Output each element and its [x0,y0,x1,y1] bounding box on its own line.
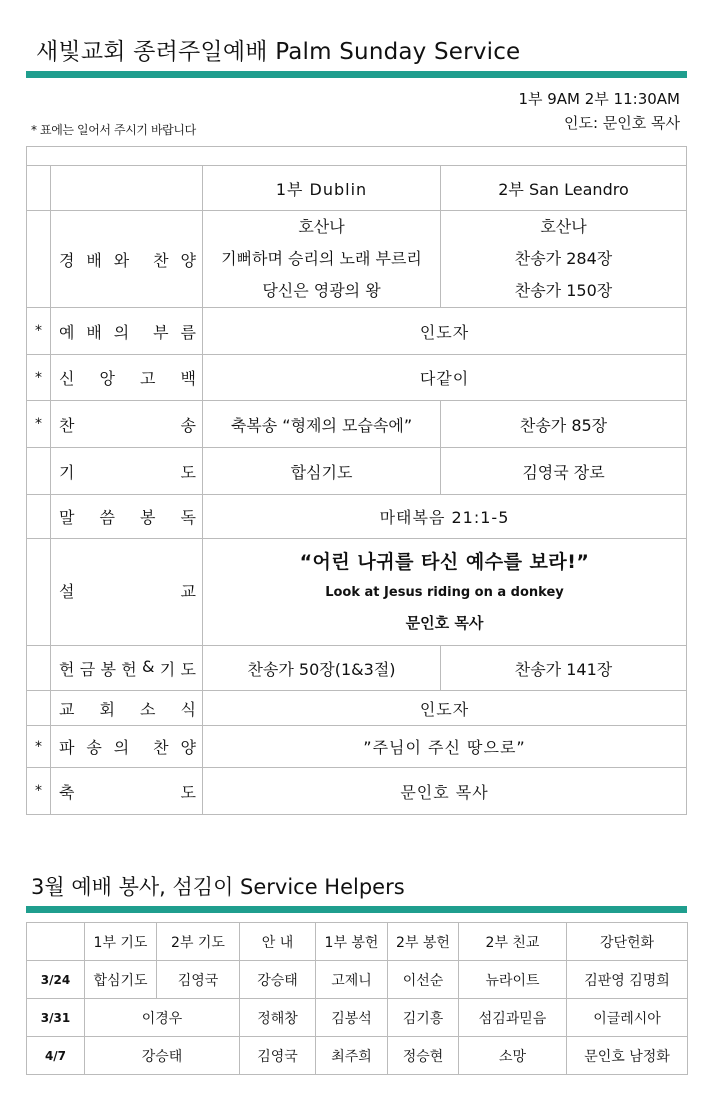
item-label: 설 교 [51,539,203,646]
header-cell: 1부 봉헌 [316,923,388,961]
row-offering-prayer [27,646,687,691]
helpers-title: 3월 예배 봉사, 섬김이 Service Helpers [31,875,405,899]
item-label: 예 배 의 부 름 [51,308,203,355]
sermon-title: “어린 나귀를 타신 예수를 보라!” [299,551,590,573]
sermon-preacher: 문인호 목사 [405,614,484,632]
item-value: 문인호 목사 [203,768,687,815]
cell: 김기흥 [388,999,459,1037]
cell: 이경우 [85,999,240,1037]
header-cell: 2부 기도 [157,923,240,961]
cell: 최주희 [316,1037,388,1075]
dublin-value: 찬송가 50장(1&3절) [203,646,441,691]
stand-marker [27,495,51,539]
stand-marker: * [27,726,51,768]
stand-marker [27,448,51,495]
table-row [27,961,688,999]
cell: 뉴라이트 [459,961,567,999]
cell: 강승태 [240,961,316,999]
cell: 이선순 [388,961,459,999]
stand-marker: * [27,768,51,815]
item-value: 인도자 [203,691,687,726]
service-info [518,87,680,135]
date-cell: 3/24 [27,961,85,999]
order-of-worship-table [26,146,687,815]
bulletin-title: 새빛교회 종려주일예배 Palm Sunday Service [36,39,521,65]
header-cell: 1부 기도 [85,923,157,961]
helpers-underline [26,906,687,913]
stand-marker [27,646,51,691]
san-leandro-value: 김영국 장로 [441,448,687,495]
table-top-row [27,147,687,166]
item-label: 교 회 소 식 [51,691,203,726]
stand-marker: * [27,308,51,355]
header-cell: 2부 친교 [459,923,567,961]
cell: 이글레시아 [567,999,688,1037]
cell: 소망 [459,1037,567,1075]
row-worship-praise [27,211,687,308]
date-cell: 3/31 [27,999,85,1037]
row-announcements [27,691,687,726]
stand-marker [27,211,51,308]
cell: 강승태 [85,1037,240,1075]
item-label: 헌 금 봉 헌 & 기 도 [51,646,203,691]
item-label: 신 앙 고 백 [51,355,203,401]
service-times: 1부 9AM 2부 11:30AM [518,90,680,108]
table-row [27,999,688,1037]
header-cell: 2부 봉헌 [388,923,459,961]
row-prayer [27,448,687,495]
col-header-dublin: 1부 Dublin [203,166,441,211]
dublin-songs: 호산나 기뻐하며 승리의 노래 부르리 당신은 영광의 왕 [203,211,441,308]
item-label: 파 송 의 찬 양 [51,726,203,768]
cell: 문인호 남정화 [567,1037,688,1075]
row-sermon [27,539,687,646]
row-call-to-worship [27,308,687,355]
row-benediction [27,768,687,815]
cell: 김영국 [157,961,240,999]
row-scripture-reading [27,495,687,539]
item-value: ”주님이 주신 땅으로” [203,726,687,768]
row-hymn [27,401,687,448]
item-label: 축 도 [51,768,203,815]
service-helpers-table [26,922,688,1075]
item-label: 경 배 와 찬 양 [51,211,203,308]
item-value: 마태복음 21:1-5 [203,495,687,539]
helpers-header-row [27,923,688,961]
sermon-cell [203,539,687,646]
cell: 정해창 [240,999,316,1037]
dublin-value: 합심기도 [203,448,441,495]
item-value: 다같이 [203,355,687,401]
san-leandro-songs: 호산나 찬송가 284장 찬송가 150장 [441,211,687,308]
stand-marker [27,691,51,726]
standing-note: * 표에는 일어서 주시기 바랍니다 [31,123,196,137]
cell: 김판영 김명희 [567,961,688,999]
cell: 김영국 [240,1037,316,1075]
stand-marker: * [27,401,51,448]
item-label: 말 씀 봉 독 [51,495,203,539]
cell: 정승현 [388,1037,459,1075]
san-leandro-value: 찬송가 141장 [441,646,687,691]
cell: 합심기도 [85,961,157,999]
sermon-title-english: Look at Jesus riding on a donkey [325,585,564,600]
san-leandro-value: 찬송가 85장 [441,401,687,448]
table-row [27,1037,688,1075]
stand-marker: * [27,355,51,401]
cell: 김봉석 [316,999,388,1037]
item-label: 기 도 [51,448,203,495]
cell: 섬김과믿음 [459,999,567,1037]
column-header-row [27,166,687,211]
row-sending-praise [27,726,687,768]
item-label: 찬 송 [51,401,203,448]
service-leader: 인도: 문인호 목사 [563,114,680,132]
header-cell: 강단헌화 [567,923,688,961]
stand-marker [27,539,51,646]
dublin-value: 축복송 “형제의 모습속에” [203,401,441,448]
row-creed [27,355,687,401]
header-cell: 안 내 [240,923,316,961]
date-cell: 4/7 [27,1037,85,1075]
col-header-san-leandro: 2부 San Leandro [441,166,687,211]
cell: 고제니 [316,961,388,999]
title-underline [26,71,687,78]
item-value: 인도자 [203,308,687,355]
